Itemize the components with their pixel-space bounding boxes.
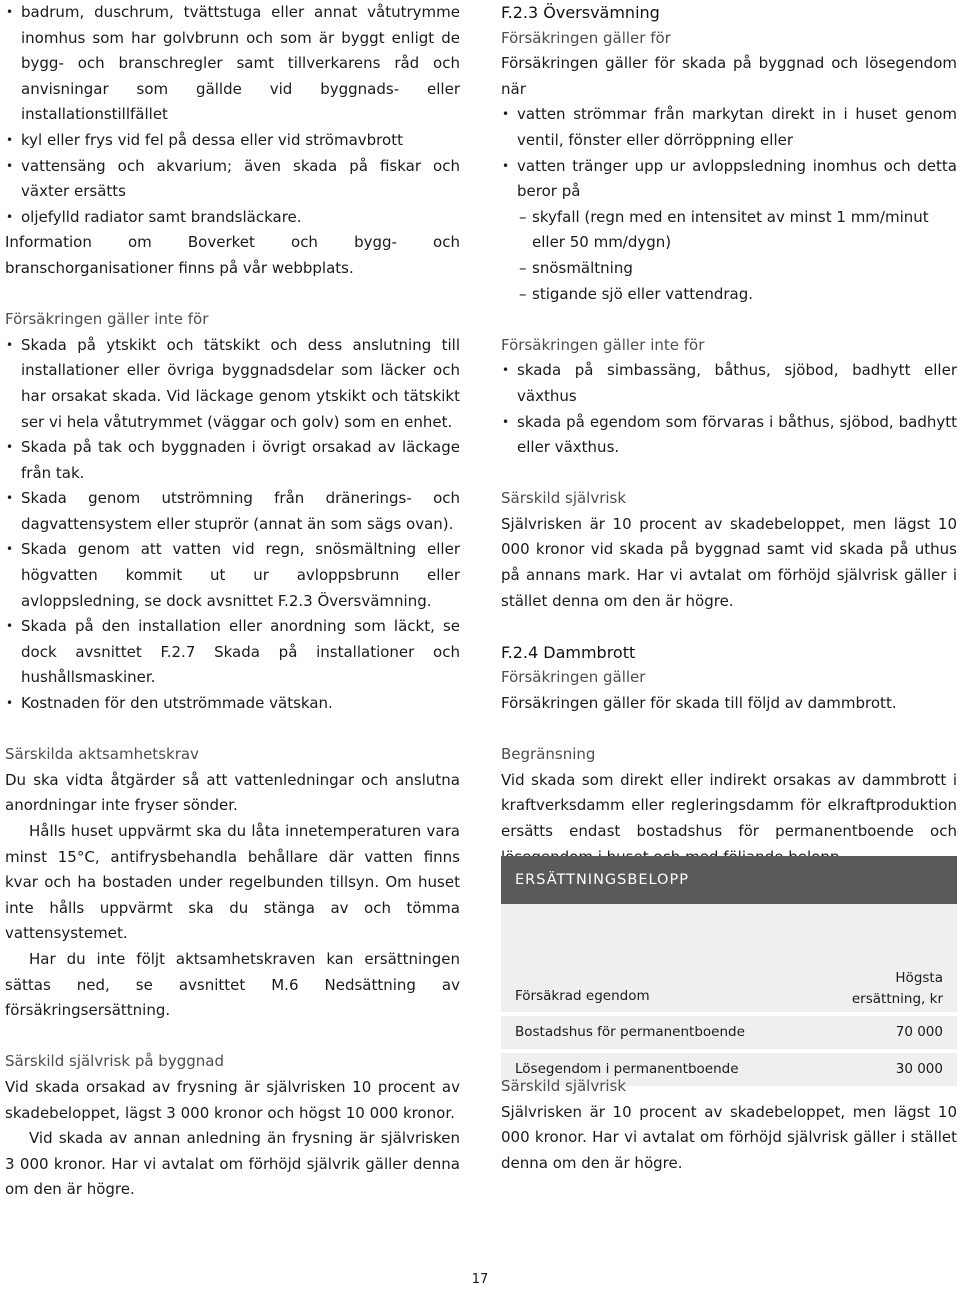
covered-sources-list [5, 0, 460, 230]
table-cell: Bostadshus för permanentboende [515, 1024, 745, 1040]
table-header-row [501, 904, 957, 1012]
list-item: • kyl eller frys vid fel på dessa eller vid strömavbrott [5, 128, 460, 154]
dam-section-title: F.2.4 Dammbrott [501, 642, 636, 662]
list-item: – skyfall (regn med en intensitet av minst 1 mm/minut eller 50 mm/dygn) [519, 205, 957, 256]
info-text: Information om Boverket och bygg- och branschorganisationer finns på vår webbplats. [5, 233, 460, 277]
list-item: • Skada på tak och byggnaden i övrigt orsakad av läckage från tak. [5, 435, 460, 486]
table-row [501, 1012, 957, 1049]
limit-heading: Begränsning [501, 745, 596, 764]
list-item: • Skada genom att vatten vid regn, snösmältning eller högvatten kommit ut ur avloppsbrunn eller avloppsledning, se dock avsnittet F.2.3 Översvämning. [5, 537, 460, 614]
list-item: • badrum, duschrum, tvättstuga eller annat våtutrymme inomhus som har golvbrunn och som är byggt enligt de bygg- och branschregler samt tillverkarens råd och anvisningar som gällde vid byggnads- eller installationstillfället [5, 0, 460, 128]
column-header-line: ersättning, kr [851, 991, 943, 1007]
dam-deductible-heading: Särskild självrisk [501, 1077, 627, 1095]
list-item: • vatten strömmar från markytan direkt in i huset genom ventil, fönster eller dörröppning eller [501, 102, 957, 153]
deductible-paragraph: Vid skada av annan anledning än frysning är självrisken 3 000 kronor. Har vi avtalat om förhöjd självrik gäller denna om den är högre. [5, 1129, 460, 1199]
table-cell: Lösegendom i permanentboende [515, 1061, 739, 1077]
flood-applies-intro: Försäkringen gäller för skada på byggnad och lösegendom när [501, 54, 957, 98]
not-covered-heading: Försäkringen gäller inte för [5, 310, 209, 329]
table-title: ERSÄTTNINGSBELOPP [501, 856, 957, 904]
list-item: • Skada på den installation eller anordning som läckt, se dock avsnittet F.2.7 Skada på installationer och hushållsmaskiner. [5, 614, 460, 691]
right-column [501, 0, 957, 870]
deductible-heading: Särskild självrisk på byggnad [5, 1052, 224, 1071]
list-item: • Kostnaden för den utströmmade vätskan. [5, 691, 460, 717]
list-item: – stigande sjö eller vattendrag. [519, 282, 957, 308]
compensation-table [501, 856, 957, 1086]
flood-deductible-heading: Särskild självrisk [501, 489, 627, 508]
table-cell: 70 000 [895, 1024, 943, 1040]
flood-deductible-text: Självrisken är 10 procent av skadebeloppet, men lägst 10 000 kronor vid skada på byggnad samt vid skada på uthus på annans mark. Har vi avtalat om förhöjd självrisk gäller i stället denna om den är högre. [501, 514, 957, 610]
care-heading: Särskilda aktsamhetskrav [5, 745, 199, 764]
list-item: • vatten tränger upp ur avloppsledning inomhus och detta beror på [501, 154, 957, 205]
care-paragraph: Du ska vidta åtgärder så att vattenledningar och anslutna anordningar inte fryser sönder. [5, 770, 460, 815]
care-paragraph: Hålls huset uppvärmt ska du låta innetemperaturen vara minst 15°C, antifrysbehandla behållare där vatten finns kvar och ha bostaden under regelbunden tillsyn. Om huset inte hålls uppvärmt ska du stänga av och tömma vattensystemet. [5, 822, 460, 943]
column-header [852, 968, 943, 1010]
list-item: • Skada på ytskikt och tätskikt och dess anslutning till installationer eller övriga byggnadsdelar som läcker och har orsakat skada. Vid läckage genom ytskikt och tätskikt ser vi hela våtutrymmet (väggar och golv) som en enhet. [5, 333, 460, 435]
list-item: • Skada genom utströmning från dränerings- och dagvattensystem eller stuprör (annat än som sägs ovan). [5, 486, 460, 537]
table-cell: 30 000 [895, 1061, 943, 1077]
page-number: 17 [471, 1272, 489, 1287]
list-item: • skada på simbassäng, båthus, sjöbod, badhytt eller växthus [501, 358, 957, 409]
care-paragraph: Har du inte följt aktsamhetskraven kan ersättningen sättas ned, se avsnittet M.6 Nedsättning av försäkringsersättning. [5, 949, 460, 1020]
flood-applies-heading: Försäkringen gäller för [501, 28, 671, 47]
dam-applies-text: Försäkringen gäller för skada till följd av dammbrott. [501, 694, 897, 713]
deductible-paragraph: Vid skada orsakad av frysning är självrisken 10 procent av skadebeloppet, lägst 3 000 kronor och högst 10 000 kronor. [5, 1077, 460, 1122]
left-column [5, 0, 460, 1203]
limit-text: Vid skada som direkt eller indirekt orsakas av dammbrott i kraftverksdamm eller regleringsdamm för elkraftproduktion ersätts endast bostadshus för permanentboende och [501, 770, 957, 840]
dam-deductible-block [501, 1074, 957, 1176]
flood-list [501, 102, 957, 204]
dam-applies-heading: Försäkringen gäller [501, 668, 646, 687]
column-header: Försäkrad egendom [515, 988, 650, 1004]
column-header-line: Högsta [895, 970, 943, 986]
list-item: • skada på egendom som förvaras i båthus, sjöbod, badhytt eller växthus. [501, 410, 957, 461]
flood-section-title: F.2.3 Översvämning [501, 3, 660, 22]
flood-causes-list [501, 205, 957, 307]
flood-not-list [501, 358, 957, 460]
flood-not-heading: Försäkringen gäller inte för [501, 335, 705, 354]
dam-deductible-text: Självrisken är 10 procent av skadebeloppet, men lägst 10 000 kronor. Har vi avtalat om förhöjd självrisk gäller i stället denna om den är högre. [501, 1102, 957, 1172]
list-item: – snösmältning [519, 256, 957, 282]
list-item: • vattensäng och akvarium; även skada på fiskar och växter ersätts [5, 154, 460, 205]
list-item: • oljefylld radiator samt brandsläckare. [5, 205, 460, 231]
not-covered-list [5, 333, 460, 717]
